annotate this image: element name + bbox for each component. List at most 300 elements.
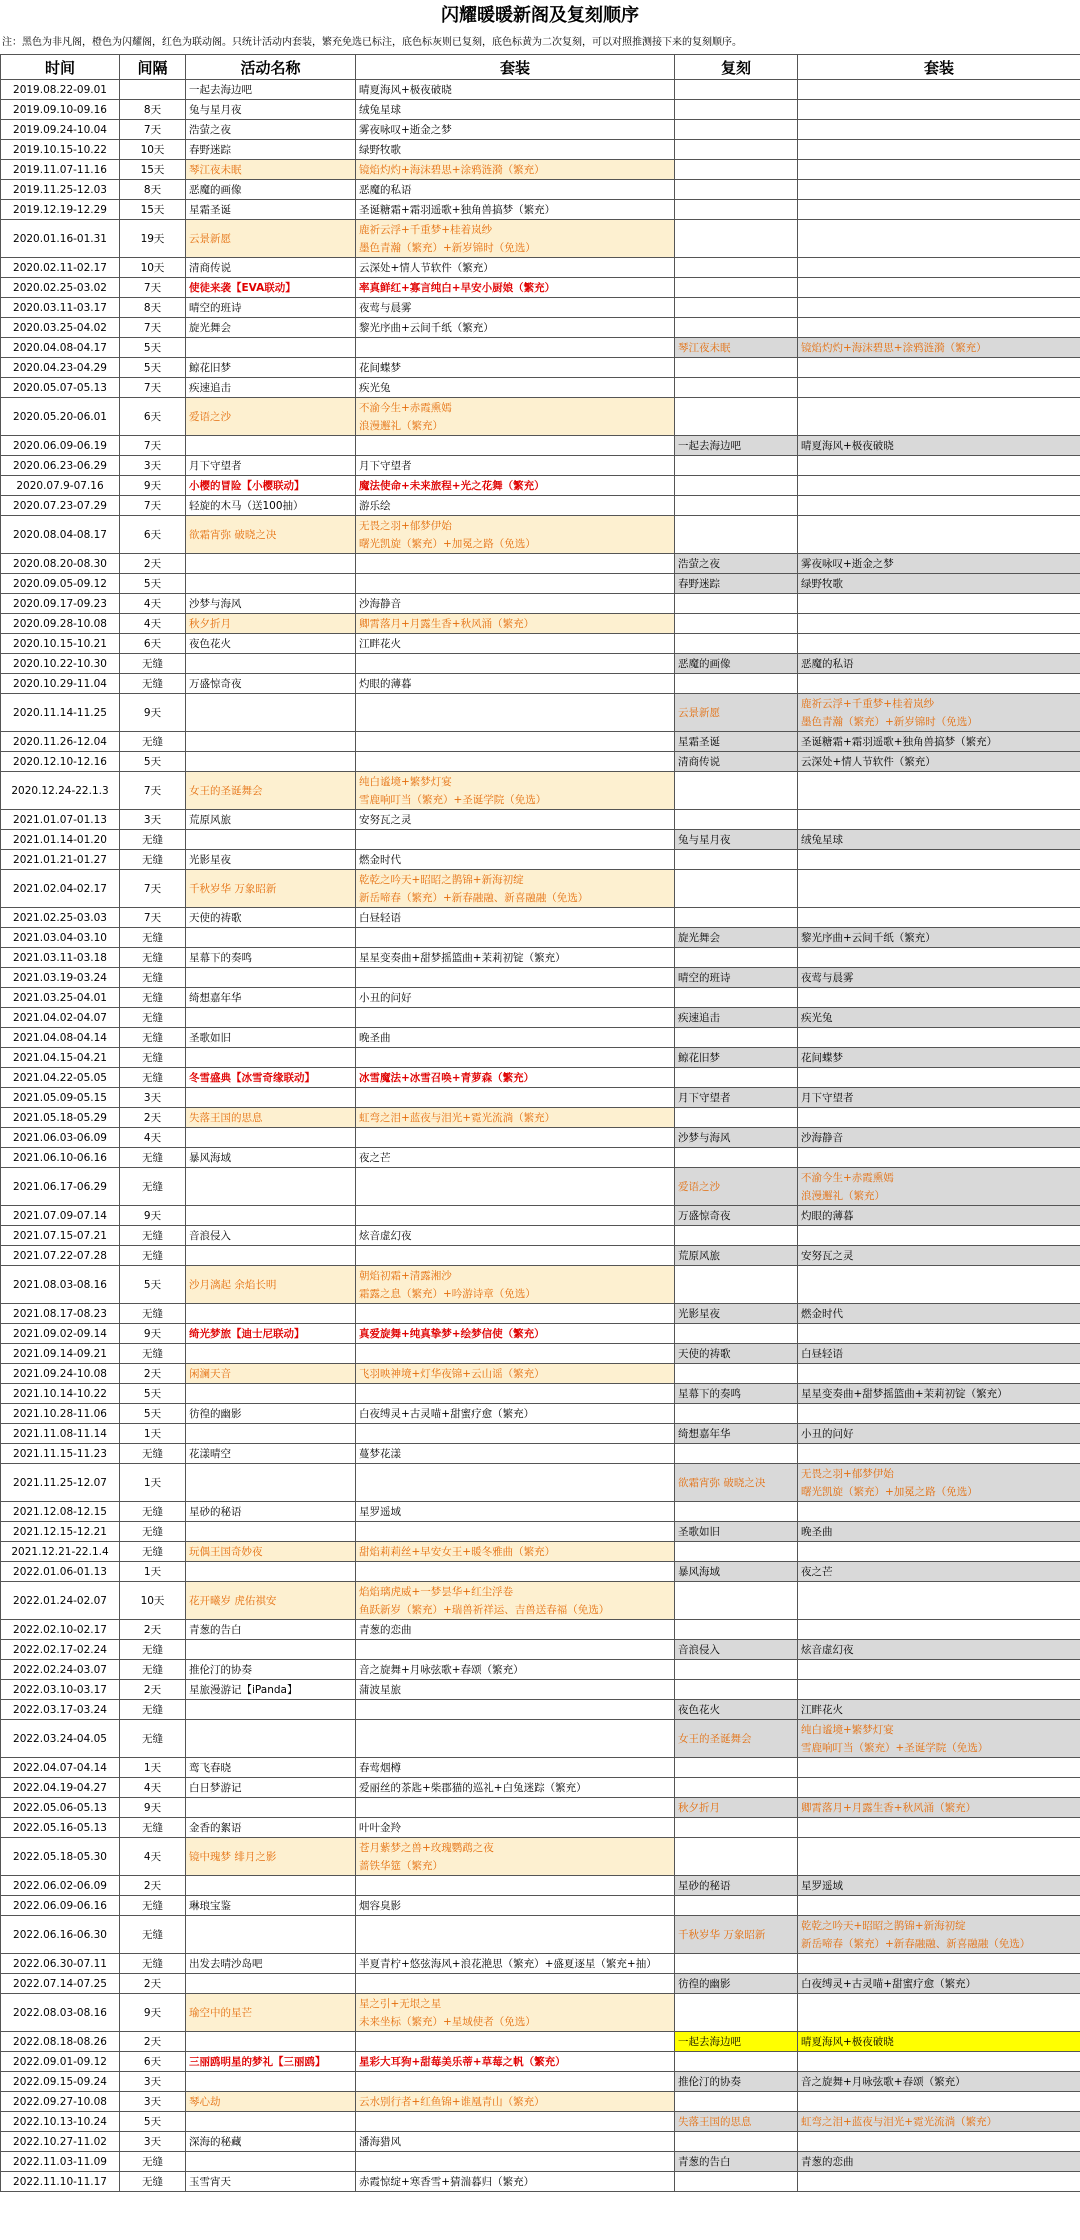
cell-suits: 星罗遥域: [356, 1502, 675, 1522]
cell-suits: 甜焰莉莉丝+早安女王+暖冬雅曲（繁充）: [356, 1542, 675, 1562]
cell-interval: 5天: [120, 358, 186, 378]
cell-rerun-suits: 星罗遥域: [798, 1876, 1080, 1896]
cell-time: 2022.02.24-03.07: [1, 1660, 120, 1680]
schedule-table: [0, 54, 1080, 2192]
cell-interval: 6天: [120, 2052, 186, 2072]
cell-time: 2020.06.23-06.29: [1, 456, 120, 476]
cell-time: 2020.11.14-11.25: [1, 694, 120, 732]
cell-time: 2020.05.07-05.13: [1, 378, 120, 398]
cell-rerun-suits: 灼眼的薄暮: [798, 1206, 1080, 1226]
cell-rerun: [675, 200, 798, 220]
cell-event: [186, 2072, 356, 2092]
cell-suits: [356, 1168, 675, 1206]
cell-suits: 游乐绘: [356, 496, 675, 516]
table-row: [1, 1680, 1080, 1700]
cell-time: 2022.02.17-02.24: [1, 1640, 120, 1660]
cell-rerun-suits: 炫音虚幻夜: [798, 1640, 1080, 1660]
table-row: [1, 1008, 1080, 1028]
cell-suits: [356, 1700, 675, 1720]
cell-event: 琴江夜未眠: [186, 160, 356, 180]
table-row: [1, 1640, 1080, 1660]
cell-suits: 魔法使命+未来旅程+光之花舞（繁充）: [356, 476, 675, 496]
cell-rerun-suits: [798, 1778, 1080, 1798]
cell-event: 秋夕折月: [186, 614, 356, 634]
cell-time: 2022.02.10-02.17: [1, 1620, 120, 1640]
cell-time: 2019.11.07-11.16: [1, 160, 120, 180]
cell-rerun-suits: 花间蝶梦: [798, 1048, 1080, 1068]
cell-rerun-suits: [798, 1720, 1080, 1758]
cell-event: [186, 732, 356, 752]
table-row: [1, 1542, 1080, 1562]
cell-line: 浪漫邂礼（繁充）: [359, 419, 443, 432]
cell-interval: 10天: [120, 140, 186, 160]
cell-interval: 无缝: [120, 732, 186, 752]
cell-time: 2022.11.10-11.17: [1, 2172, 120, 2192]
header-event: 活动名称: [186, 55, 356, 80]
cell-suits: [356, 1582, 675, 1620]
cell-event: [186, 1562, 356, 1582]
cell-rerun-suits: [798, 1108, 1080, 1128]
cell-interval: 无缝: [120, 1640, 186, 1660]
cell-interval: 无缝: [120, 1700, 186, 1720]
cell-rerun: [675, 1502, 798, 1522]
table-row: [1, 988, 1080, 1008]
cell-time: 2022.03.17-03.24: [1, 1700, 120, 1720]
table-row: [1, 1660, 1080, 1680]
table-row: [1, 1226, 1080, 1246]
cell-suits: [356, 2032, 675, 2052]
cell-rerun: [675, 2132, 798, 2152]
cell-line: 纯白谧境+繁梦灯宴: [801, 1723, 894, 1736]
cell-interval: 无缝: [120, 1226, 186, 1246]
cell-time: 2021.07.09-07.14: [1, 1206, 120, 1226]
cell-interval: 无缝: [120, 850, 186, 870]
cell-suits: 虹弯之泪+蓝夜与泪光+霓光流淌（繁充）: [356, 1108, 675, 1128]
table-row: [1, 1108, 1080, 1128]
cell-interval: 4天: [120, 614, 186, 634]
cell-rerun: [675, 614, 798, 634]
cell-rerun: 光影星夜: [675, 1304, 798, 1324]
cell-suits: 潘海猎风: [356, 2132, 675, 2152]
cell-rerun: [675, 948, 798, 968]
cell-line: 鹿祈云浮+千重梦+桂着岚纱: [801, 697, 935, 710]
cell-interval: 无缝: [120, 1068, 186, 1088]
cell-interval: 7天: [120, 772, 186, 810]
cell-interval: 9天: [120, 1324, 186, 1344]
cell-rerun: 星幕下的奏鸣: [675, 1384, 798, 1404]
cell-time: 2022.01.24-02.07: [1, 1582, 120, 1620]
cell-rerun-suits: [798, 258, 1080, 278]
cell-event: 琴心劫: [186, 2092, 356, 2112]
cell-suits: 真爱旋舞+纯真挚梦+绘梦信使（繁充）: [356, 1324, 675, 1344]
cell-rerun: 推伦汀的协奏: [675, 2072, 798, 2092]
cell-event: [186, 436, 356, 456]
cell-rerun: 秋夕折月: [675, 1798, 798, 1818]
cell-interval: 4天: [120, 1128, 186, 1148]
cell-suits: [356, 870, 675, 908]
cell-interval: 6天: [120, 516, 186, 554]
cell-interval: 3天: [120, 2132, 186, 2152]
cell-rerun: [675, 298, 798, 318]
cell-interval: 3天: [120, 810, 186, 830]
cell-event: 疾速追击: [186, 378, 356, 398]
cell-rerun: [675, 1444, 798, 1464]
cell-rerun: [675, 100, 798, 120]
cell-time: 2020.12.24-22.1.3: [1, 772, 120, 810]
cell-interval: 2天: [120, 1974, 186, 1994]
cell-rerun-suits: [798, 80, 1080, 100]
cell-rerun: [675, 140, 798, 160]
table-row: [1, 1168, 1080, 1206]
cell-event: 绮想嘉年华: [186, 988, 356, 1008]
cell-interval: 4天: [120, 1838, 186, 1876]
cell-suits: 绒兔星球: [356, 100, 675, 120]
cell-suits: [356, 1916, 675, 1954]
cell-event: 鸾飞春晓: [186, 1758, 356, 1778]
cell-interval: 无缝: [120, 988, 186, 1008]
cell-rerun: 沙梦与海风: [675, 1128, 798, 1148]
cell-interval: 无缝: [120, 1444, 186, 1464]
table-row: [1, 140, 1080, 160]
cell-rerun-suits: 星星变奏曲+甜梦摇篮曲+茉莉初锭（繁充）: [798, 1384, 1080, 1404]
cell-rerun: 爱语之沙: [675, 1168, 798, 1206]
cell-suits: 蒲波星旅: [356, 1680, 675, 1700]
cell-rerun-suits: [798, 1464, 1080, 1502]
cell-rerun: 暴风海域: [675, 1562, 798, 1582]
cell-interval: 7天: [120, 870, 186, 908]
cell-suits: [356, 1128, 675, 1148]
cell-rerun-suits: [798, 948, 1080, 968]
table-row: [1, 1700, 1080, 1720]
cell-interval: 1天: [120, 1464, 186, 1502]
cell-rerun-suits: 夜之芒: [798, 1562, 1080, 1582]
table-row: [1, 1068, 1080, 1088]
cell-rerun: 清商传说: [675, 752, 798, 772]
table-row: [1, 2092, 1080, 2112]
cell-interval: 2天: [120, 1364, 186, 1384]
cell-time: 2020.09.17-09.23: [1, 594, 120, 614]
cell-rerun: [675, 1680, 798, 1700]
cell-rerun: [675, 120, 798, 140]
cell-rerun-suits: [798, 1266, 1080, 1304]
cell-time: 2021.10.14-10.22: [1, 1384, 120, 1404]
cell-time: 2021.12.08-12.15: [1, 1502, 120, 1522]
cell-line: 焰焰璃虎威+一梦昙华+红尘浮卷: [359, 1585, 514, 1598]
cell-event: [186, 1464, 356, 1502]
cell-line: 鱼跃新岁（繁充）+瑞兽祈祥运、吉兽送春福（免选）: [359, 1603, 610, 1616]
cell-time: 2022.08.18-08.26: [1, 2032, 120, 2052]
cell-rerun: 疾速追击: [675, 1008, 798, 1028]
cell-suits: 绿野牧歌: [356, 140, 675, 160]
table-row: [1, 100, 1080, 120]
cell-rerun: 女王的圣诞舞会: [675, 1720, 798, 1758]
cell-rerun-suits: [798, 908, 1080, 928]
table-row: [1, 674, 1080, 694]
cell-time: 2022.08.03-08.16: [1, 1994, 120, 2032]
cell-interval: 5天: [120, 752, 186, 772]
cell-time: 2020.07.23-07.29: [1, 496, 120, 516]
cell-interval: 无缝: [120, 1168, 186, 1206]
cell-interval: 1天: [120, 1562, 186, 1582]
cell-rerun: [675, 358, 798, 378]
cell-rerun-suits: [798, 1954, 1080, 1974]
cell-event: [186, 1700, 356, 1720]
cell-suits: 安努瓦之灵: [356, 810, 675, 830]
cell-interval: 4天: [120, 594, 186, 614]
cell-event: 荒原风旅: [186, 810, 356, 830]
cell-rerun: 春野迷踪: [675, 574, 798, 594]
cell-event: [186, 1798, 356, 1818]
cell-time: 2019.12.19-12.29: [1, 200, 120, 220]
cell-suits: [356, 772, 675, 810]
cell-rerun: 一起去海边吧: [675, 436, 798, 456]
cell-time: 2022.09.01-09.12: [1, 2052, 120, 2072]
cell-event: 圣歌如旧: [186, 1028, 356, 1048]
cell-rerun: [675, 220, 798, 258]
cell-rerun: 鲸花旧梦: [675, 1048, 798, 1068]
cell-interval: 15天: [120, 160, 186, 180]
cell-rerun-suits: [798, 1028, 1080, 1048]
cell-event: [186, 1344, 356, 1364]
cell-event: 失落王国的思息: [186, 1108, 356, 1128]
cell-rerun: [675, 870, 798, 908]
cell-line: 新岳啼春（繁充）+新春融融、新喜融融（免选）: [801, 1937, 1031, 1950]
cell-suits: [356, 1008, 675, 1028]
cell-rerun: [675, 180, 798, 200]
cell-suits: 冰雪魔法+冰雪召唤+青萝森（繁充）: [356, 1068, 675, 1088]
cell-event: [186, 1974, 356, 1994]
cell-time: 2021.05.09-05.15: [1, 1088, 120, 1108]
cell-rerun: [675, 1542, 798, 1562]
cell-time: 2021.03.04-03.10: [1, 928, 120, 948]
cell-rerun-suits: [798, 496, 1080, 516]
table-row: [1, 1954, 1080, 1974]
cell-rerun: 失落王国的思息: [675, 2112, 798, 2132]
cell-interval: 3天: [120, 1088, 186, 1108]
cell-interval: 3天: [120, 2072, 186, 2092]
cell-interval: [120, 80, 186, 100]
cell-rerun-suits: [798, 1620, 1080, 1640]
cell-suits: 恶魔的私语: [356, 180, 675, 200]
cell-interval: 5天: [120, 338, 186, 358]
cell-event: 绮光梦旅【迪士尼联动】: [186, 1324, 356, 1344]
cell-time: 2021.07.22-07.28: [1, 1246, 120, 1266]
cell-time: 2021.03.11-03.18: [1, 948, 120, 968]
table-row: [1, 810, 1080, 830]
cell-rerun-suits: 白夜缚灵+古灵喵+甜蜜疗愈（繁充）: [798, 1974, 1080, 1994]
cell-rerun-suits: 雾夜咏叹+逝金之梦: [798, 554, 1080, 574]
cell-suits: 云水别行者+红鱼锦+谁凰青山（繁充）: [356, 2092, 675, 2112]
cell-suits: 江畔花火: [356, 634, 675, 654]
cell-suits: 卿霄落月+月露生香+秋风涌（繁充）: [356, 614, 675, 634]
cell-interval: 无缝: [120, 948, 186, 968]
cell-suits: [356, 1798, 675, 1818]
cell-interval: 2天: [120, 2032, 186, 2052]
cell-event: [186, 1916, 356, 1954]
cell-line: 雪鹿响叮当（繁充）+圣诞学院（免选）: [359, 793, 547, 806]
cell-time: 2022.05.06-05.13: [1, 1798, 120, 1818]
table-row: [1, 1048, 1080, 1068]
table-row: [1, 1246, 1080, 1266]
cell-rerun-suits: [798, 398, 1080, 436]
cell-suits: [356, 1720, 675, 1758]
cell-rerun-suits: [798, 298, 1080, 318]
table-row: [1, 1758, 1080, 1778]
cell-event: [186, 1640, 356, 1660]
table-row: [1, 378, 1080, 398]
cell-event: [186, 1246, 356, 1266]
cell-interval: 15天: [120, 200, 186, 220]
table-row: [1, 1424, 1080, 1444]
cell-event: [186, 654, 356, 674]
cell-rerun: 青葱的告白: [675, 2152, 798, 2172]
cell-rerun-suits: [798, 1068, 1080, 1088]
cell-event: 音浪侵入: [186, 1226, 356, 1246]
cell-interval: 无缝: [120, 2152, 186, 2172]
table-row: [1, 1206, 1080, 1226]
cell-time: 2021.12.15-12.21: [1, 1522, 120, 1542]
cell-suits: [356, 928, 675, 948]
cell-event: [186, 1384, 356, 1404]
table-row: [1, 1266, 1080, 1304]
cell-suits: 花间蝶梦: [356, 358, 675, 378]
cell-time: 2021.02.25-03.03: [1, 908, 120, 928]
cell-event: [186, 1720, 356, 1758]
cell-suits: 烟容臭影: [356, 1896, 675, 1916]
cell-rerun: [675, 988, 798, 1008]
cell-interval: 5天: [120, 1404, 186, 1424]
cell-rerun: [675, 1660, 798, 1680]
cell-rerun: [675, 80, 798, 100]
table-row: [1, 2072, 1080, 2092]
cell-time: 2019.09.24-10.04: [1, 120, 120, 140]
cell-suits: 音之旋舞+月咏弦歌+春颂（繁充）: [356, 1660, 675, 1680]
cell-suits: [356, 1974, 675, 1994]
cell-suits: [356, 1838, 675, 1876]
cell-rerun: [675, 398, 798, 436]
table-row: [1, 1798, 1080, 1818]
table-row: [1, 1974, 1080, 1994]
cell-time: 2021.04.02-04.07: [1, 1008, 120, 1028]
cell-suits: [356, 574, 675, 594]
cell-event: [186, 1424, 356, 1444]
cell-rerun-suits: [798, 2092, 1080, 2112]
cell-interval: 无缝: [120, 928, 186, 948]
cell-time: 2019.11.25-12.03: [1, 180, 120, 200]
cell-time: 2021.11.25-12.07: [1, 1464, 120, 1502]
cell-rerun-suits: 晴夏海风+极夜破晓: [798, 436, 1080, 456]
table-row: [1, 298, 1080, 318]
cell-suits: [356, 220, 675, 258]
cell-rerun-suits: [798, 634, 1080, 654]
cell-interval: 7天: [120, 496, 186, 516]
cell-event: 花开曦岁 虎佑祺安: [186, 1582, 356, 1620]
cell-interval: 9天: [120, 1994, 186, 2032]
cell-rerun: 千秋岁华 万象昭新: [675, 1916, 798, 1954]
table-row: [1, 220, 1080, 258]
cell-suits: 镜焰灼灼+海沫碧思+涂鸦涟漪（繁充）: [356, 160, 675, 180]
cell-rerun-suits: [798, 180, 1080, 200]
cell-rerun-suits: [798, 810, 1080, 830]
cell-interval: 2天: [120, 1680, 186, 1700]
cell-line: 不渝今生+赤霞熏嫣: [359, 401, 452, 414]
cell-line: 曙光凯旋（繁充）+加冕之路（免选）: [801, 1485, 978, 1498]
table-row: [1, 870, 1080, 908]
cell-interval: 无缝: [120, 1008, 186, 1028]
cell-line: 纯白谧境+繁梦灯宴: [359, 775, 452, 788]
cell-suits: 云深处+情人节软件（繁充）: [356, 258, 675, 278]
cell-interval: 3天: [120, 2092, 186, 2112]
table-row: [1, 1502, 1080, 1522]
table-row: [1, 120, 1080, 140]
cell-rerun: [675, 810, 798, 830]
cell-time: 2020.12.10-12.16: [1, 752, 120, 772]
table-row: [1, 1344, 1080, 1364]
cell-suits: [356, 732, 675, 752]
cell-event: [186, 1206, 356, 1226]
cell-rerun-suits: [798, 870, 1080, 908]
cell-suits: [356, 654, 675, 674]
cell-time: 2022.05.16-05.13: [1, 1818, 120, 1838]
cell-time: 2020.03.25-04.02: [1, 318, 120, 338]
cell-rerun: [675, 772, 798, 810]
cell-interval: 5天: [120, 574, 186, 594]
cell-rerun-suits: [798, 988, 1080, 1008]
cell-rerun: 夜色花火: [675, 1700, 798, 1720]
cell-suits: [356, 1424, 675, 1444]
table-row: [1, 258, 1080, 278]
cell-event: 暴风海域: [186, 1148, 356, 1168]
cell-interval: 5天: [120, 2112, 186, 2132]
cell-rerun: [675, 456, 798, 476]
cell-suits: [356, 752, 675, 772]
cell-suits: 晚圣曲: [356, 1028, 675, 1048]
table-row: [1, 200, 1080, 220]
cell-time: 2022.03.24-04.05: [1, 1720, 120, 1758]
cell-rerun: [675, 1778, 798, 1798]
cell-rerun-suits: 晚圣曲: [798, 1522, 1080, 1542]
cell-rerun-suits: 晴夏海风+极夜破晓: [798, 2032, 1080, 2052]
table-row: [1, 968, 1080, 988]
cell-suits: 圣诞糖霜+霜羽遥歌+独角兽搞梦（繁充）: [356, 200, 675, 220]
cell-suits: 率真鲜红+寡言纯白+早安小厨娘（繁充）: [356, 278, 675, 298]
table-row: [1, 732, 1080, 752]
cell-event: 瑜空中的星芒: [186, 1994, 356, 2032]
cell-time: 2022.10.27-11.02: [1, 2132, 120, 2152]
cell-event: 恶魔的画像: [186, 180, 356, 200]
table-row: [1, 1148, 1080, 1168]
cell-interval: 无缝: [120, 1502, 186, 1522]
table-row: [1, 398, 1080, 436]
cell-time: 2021.04.08-04.14: [1, 1028, 120, 1048]
cell-event: [186, 1008, 356, 1028]
cell-event: 女王的圣诞舞会: [186, 772, 356, 810]
cell-event: 春野迷踪: [186, 140, 356, 160]
cell-rerun-suits: 燃金时代: [798, 1304, 1080, 1324]
table-row: [1, 694, 1080, 732]
header-rerun: 复刻: [675, 55, 798, 80]
cell-rerun-suits: 绿野牧歌: [798, 574, 1080, 594]
cell-rerun-suits: [798, 200, 1080, 220]
cell-suits: [356, 516, 675, 554]
cell-event: 青葱的告白: [186, 1620, 356, 1640]
table-row: [1, 850, 1080, 870]
cell-event: 花漾晴空: [186, 1444, 356, 1464]
cell-rerun-suits: [798, 2052, 1080, 2072]
cell-suits: [356, 1562, 675, 1582]
cell-suits: [356, 1266, 675, 1304]
table-row: [1, 436, 1080, 456]
